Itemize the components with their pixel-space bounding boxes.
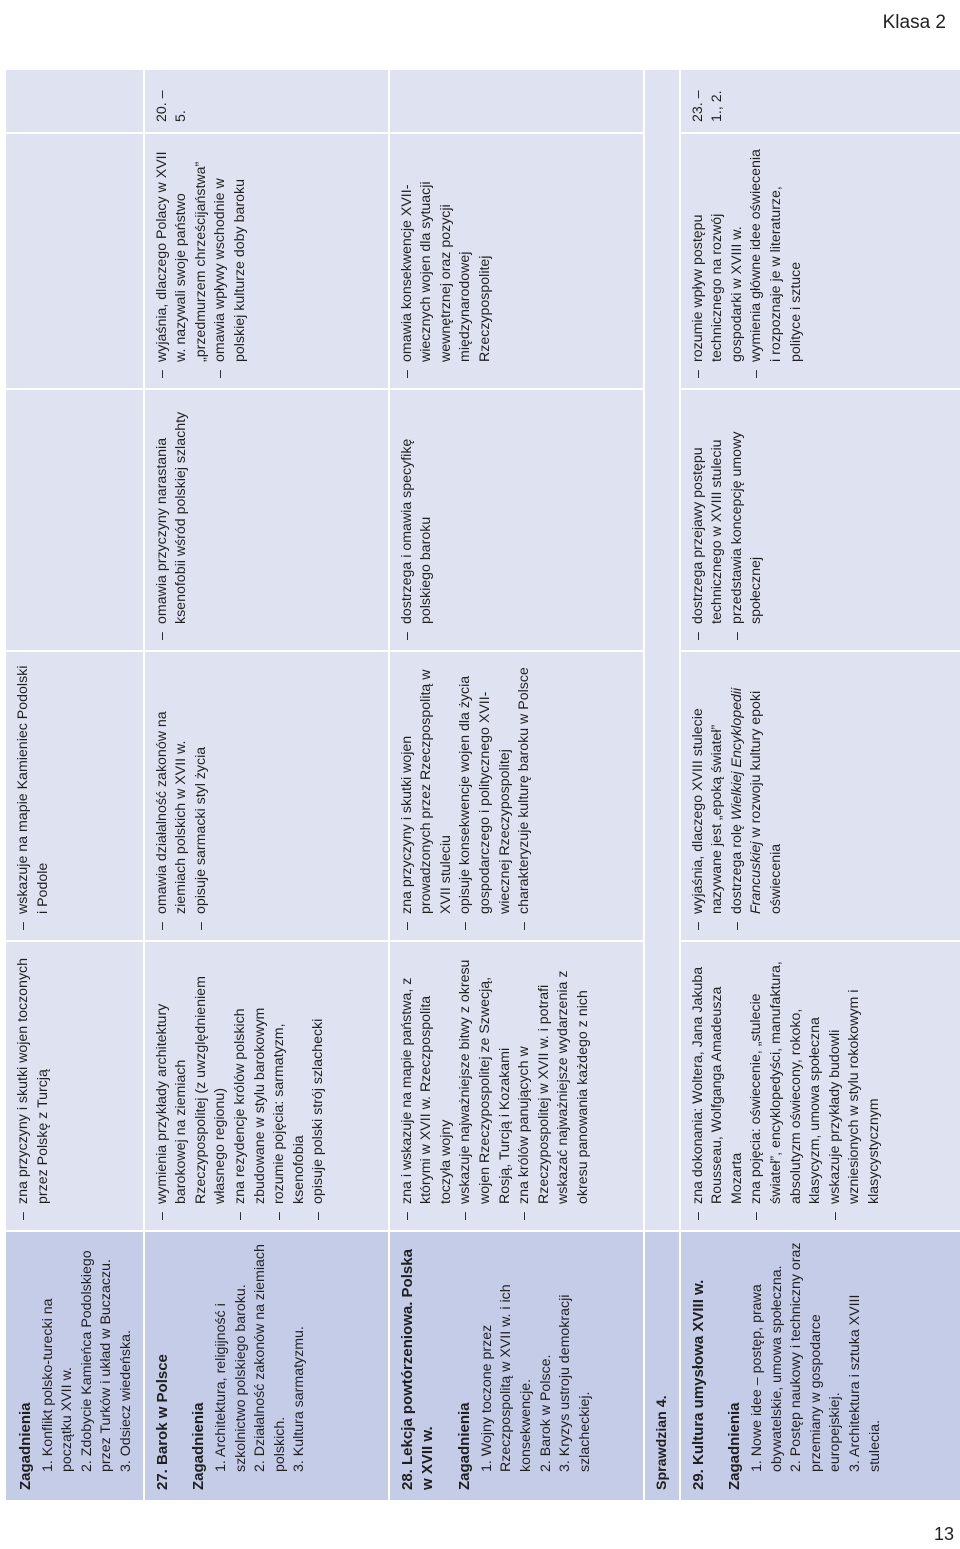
topic-cell	[145, 1230, 390, 1500]
curriculum-table	[6, 68, 960, 1500]
requirements-expert	[145, 132, 390, 388]
list-item: – opisuje konsekwencje wojen dla życia gospodarczego i politycznego XVII-wiecznej Rzeczypospolitej	[456, 662, 515, 930]
requirements-basic	[145, 940, 390, 1230]
table-row	[6, 68, 145, 1500]
list-item: – charakteryzuje kulturę baroku w Polsce	[515, 662, 535, 930]
list-item: – zna przyczyny i skutki wojen toczonych przez Polskę z Turcją	[14, 952, 53, 1220]
requirements-basic	[681, 940, 960, 1230]
requirements-expert	[681, 132, 960, 388]
lesson-title: 27. Barok w Polsce	[153, 1354, 171, 1490]
rotated-curriculum-table	[6, 68, 958, 1500]
requirements-expert	[6, 132, 145, 388]
table-row	[145, 68, 390, 1500]
zagadnienia-list	[39, 1242, 137, 1490]
note-cell: 20. – 5.	[145, 68, 390, 132]
list-item: – przedstawia koncepcję umowy społecznej	[728, 400, 767, 640]
requirements-extended	[145, 650, 390, 940]
lesson-title: 28. Lekcja powtórzeniowa. Polska w XVII w.	[398, 1249, 437, 1490]
topic-cell	[6, 1230, 145, 1500]
list-item: – opisuje polski strój szlachecki	[309, 952, 329, 1220]
list-item: – dostrzega i omawia specyfikę polskiego baroku	[398, 400, 437, 640]
list-item: 3. Kryzys ustroju demokracji szlacheckiej.	[557, 1294, 593, 1472]
list-item: 2. Barok w Polsce.	[537, 1354, 554, 1472]
list-item: – zna rezydencje królów polskich zbudowane w stylu barokowym	[231, 952, 270, 1220]
list-item: – omawia wpływy wschodnie w polskiej kulturze doby baroku	[211, 144, 250, 378]
list-item: – wyjaśnia, dlaczego Polacy w XVII w. nazywali swoje państwo „przedmurzem chrześcijaństwa”	[153, 144, 212, 378]
list-item: 1. Nowe idee – postęp, prawa obywatelskie, umowa społeczna.	[749, 1265, 785, 1472]
list-item: – wskazuje najważniejsze bitwy z okresu wojen Rzeczypospolitej ze Szwecją, Rosją, Turcją i Kozakami	[456, 952, 515, 1220]
requirements-basic	[6, 940, 145, 1230]
table-row	[645, 68, 681, 1500]
list-item: 3. Odsiecz wiedeńska.	[118, 1330, 135, 1472]
list-item: – wyjaśnia, dlaczego XVIII stulecie nazywane jest „epoką świateł”	[689, 662, 728, 930]
zagadnienia-heading: Zagadnienia	[456, 1402, 474, 1490]
table-row	[390, 68, 645, 1500]
list-item: – wymienia przykłady architektury barokowej na ziemiach Rzeczypospolitej (z uwzględnieniem własnego regionu)	[153, 952, 231, 1220]
list-item: – zna przyczyny i skutki wojen prowadzonych przez Rzeczpospolitą w XVII stuleciu	[398, 662, 457, 930]
page-number: 13	[933, 1524, 954, 1544]
list-item: – wymienia główne idee oświecenia i rozpoznaje je w literaturze, polityce i sztuce	[747, 144, 806, 378]
list-item: – zna królów panujących w Rzeczypospolitej w XVII w. i potrafi wskazać najważniejsze wydarzenia z okresu panowania każdego z nich	[515, 952, 593, 1220]
requirements-advanced	[390, 388, 645, 650]
list-item: 3. Architektura i sztuka XVIII stulecia.	[847, 1294, 883, 1472]
note-cell: 23. – 1., 2.	[681, 68, 960, 132]
zagadnienia-list	[478, 1242, 596, 1490]
requirements-advanced	[145, 388, 390, 650]
zagadnienia-list	[748, 1242, 885, 1490]
list-item: – omawia przyczyny narastania ksenofobii wśród polskiej szlachty	[153, 400, 192, 640]
zagadnienia-list	[212, 1242, 310, 1490]
list-item: – dostrzega przejawy postępu technicznego w XVIII stuleciu	[689, 400, 728, 640]
list-item: – zna pojęcia: oświecenie, „stulecie świateł”, encyklopedyści, manufaktura, absolutyzm oświecony, rokoko, klasycyzm, umowa społeczna	[747, 952, 825, 1220]
list-item: – zna i wskazuje na mapie państwa, z którymi w XVII w. Rzeczpospolita toczyła wojny	[398, 952, 457, 1220]
list-item: 3. Kultura sarmatyzmu.	[291, 1326, 308, 1472]
requirements-advanced	[6, 388, 145, 650]
list-item: – dostrzega rolę Wielkiej Encyklopedii Francuskiej w rozwoju kultury epoki oświecenia	[728, 662, 787, 930]
requirements-extended	[390, 650, 645, 940]
note-cell	[390, 68, 645, 132]
topic-cell	[390, 1230, 645, 1500]
list-item: 2. Działalność zakonów na ziemiach polskich.	[252, 1244, 288, 1472]
list-item: 1. Konflikt polsko-turecki na początku XVII w.	[39, 1298, 76, 1472]
list-item: – wskazuje przykłady budowli wzniesionych w stylu rokokowym i klasycystycznym	[826, 952, 885, 1220]
requirements-expert	[390, 132, 645, 388]
zagadnienia-heading: Zagadnienia	[190, 1402, 208, 1490]
requirements-extended	[681, 650, 960, 940]
table-row	[681, 68, 960, 1500]
test-row-fill	[645, 68, 681, 1230]
list-item: – rozumie wpływ postępu technicznego na rozwój gospodarki w XVIII w.	[689, 144, 748, 378]
requirements-extended	[6, 650, 145, 940]
list-item: – opisuje sarmacki styl życia	[192, 662, 212, 930]
list-item: 2. Postęp naukowy i techniczny oraz przemiany w gospodarce europejskiej.	[788, 1242, 844, 1472]
list-item: – omawia konsekwencje XVII-wiecznych wojen dla sytuacji wewnętrznej oraz pozycji międzynarodowej Rzeczypospolitej	[398, 144, 496, 378]
list-item: – zna dokonania: Woltera, Jana Jakuba Rousseau, Wolfganga Amadeusza Mozarta	[689, 952, 748, 1220]
lesson-title: 29. Kultura umysłowa XVIII w.	[689, 1279, 707, 1490]
note-cell	[6, 68, 145, 132]
list-item: – omawia działalność zakonów na ziemiach polskich w XVII w.	[153, 662, 192, 930]
requirements-basic	[390, 940, 645, 1230]
list-item: – rozumie pojęcia: sarmatyzm, ksenofobia	[270, 952, 309, 1220]
list-item: – wskazuje na mapie Kamieniec Podolski i Podole	[14, 662, 53, 930]
topic-cell	[681, 1230, 960, 1500]
test-title: Sprawdzian 4.	[645, 1230, 681, 1500]
list-item: 1. Wojny toczone przez Rzeczpospolitą w XVII w. i ich konsekwencje.	[478, 1284, 534, 1472]
zagadnienia-heading: Zagadnienia	[17, 1402, 34, 1490]
class-label: Klasa 2	[882, 12, 946, 33]
zagadnienia-heading: Zagadnienia	[726, 1402, 744, 1490]
list-item: 1. Architektura, religijność i szkolnictwo polskiego baroku.	[213, 1284, 249, 1472]
list-item: 2. Zdobycie Kamieńca Podolskiego przez Turków i układ w Buczaczu.	[78, 1250, 115, 1472]
requirements-advanced	[681, 388, 960, 650]
